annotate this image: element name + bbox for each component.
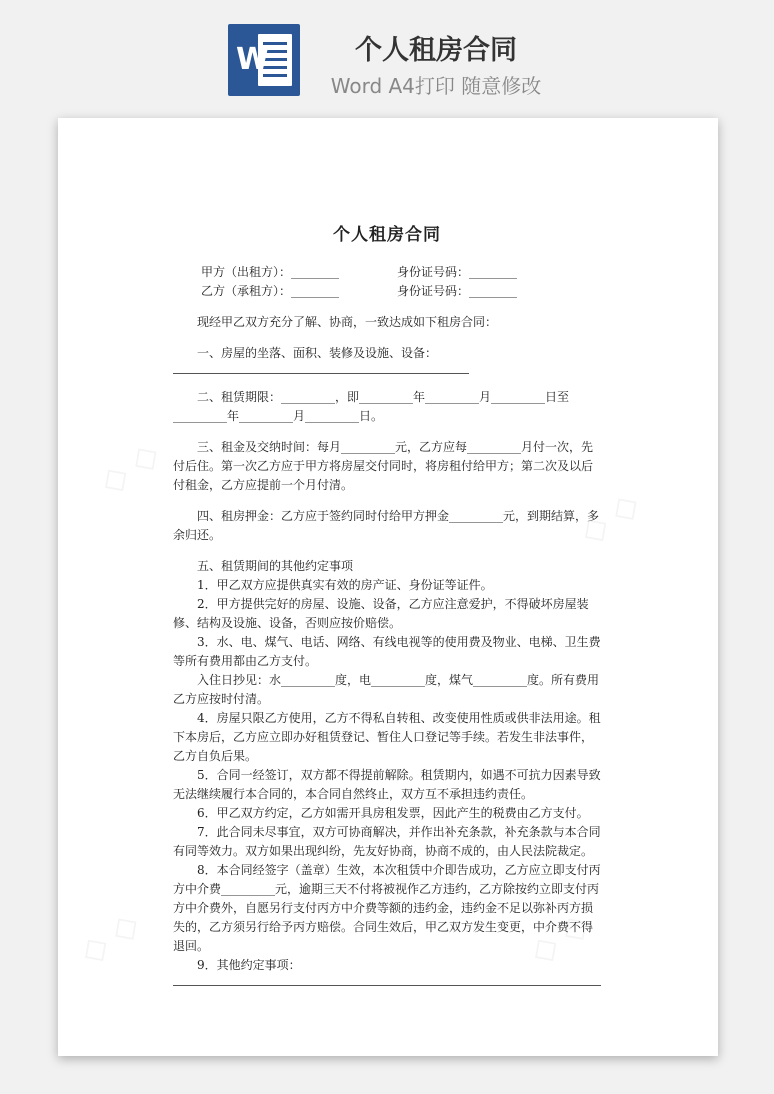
document-body xyxy=(173,218,601,994)
section-4: 四、租房押金：乙方应于签约同时付给甲方押金_________元，到期结算，多余归还。 xyxy=(173,509,600,542)
clause-8: 8．本合同经签字（盖章）生效，本次租赁中介即告成功，乙方应立即支付丙方中介费_________元，逾期三天不付将被视作乙方违约，乙方除按约立即支付丙方中介费外，自愿另行支付丙方中介费等额的违约金，违约金不足以弥补丙方损失的，乙方须另行给予丙方赔偿。合同生效后，甲乙双方发生变更，中介费不得退回。 xyxy=(173,863,601,953)
page-header xyxy=(0,0,774,110)
section-3: 三、租金及交纳时间：每月_________元，乙方应每_________月付一次，先付后住。第一次乙方应于甲方将房屋交付同时，将房租付给甲方；第二次及以后付租金，乙方应提前一个月付清。 xyxy=(173,440,594,492)
party-b-label: 乙方（承租方）：________ xyxy=(201,284,340,298)
section-1: 一、房屋的坐落、面积、装修及设施、设备： xyxy=(197,346,438,360)
intro-paragraph: 现经甲乙双方充分了解、协商，一致达成如下租房合同： xyxy=(197,315,498,329)
clause-9: 9．其他约定事项： xyxy=(197,958,301,972)
clause-2: 2．甲方提供完好的房屋、设施、设备，乙方应注意爱护，不得破坏房屋装修、结构及设施、设备，否则应按价赔偿。 xyxy=(173,597,589,630)
clause-3: 3．水、电、煤气、电话、网络、有线电视等的使用费及物业、电梯、卫生费等所有费用都由乙方支付。 xyxy=(173,635,601,668)
clause-4: 4．房屋只限乙方使用，乙方不得私自转租、改变使用性质或供非法用途。租下本房后，乙方应立即办好租赁登记、暂住人口登记等手续。若发生非法事件，乙方自负后果。 xyxy=(173,711,601,763)
clause-6: 6．甲乙双方约定，乙方如需开具房租发票，因此产生的税费由乙方支付。 xyxy=(197,806,589,820)
word-document-icon xyxy=(228,24,300,96)
watermark xyxy=(92,434,167,503)
section-5: 五、租赁期间的其他约定事项 xyxy=(197,559,354,573)
document-title: 个人租房合同 xyxy=(333,225,441,245)
header-title: 个人租房合同 xyxy=(355,35,517,66)
document-page xyxy=(58,118,718,1056)
header-subtitle: Word A4打印 随意修改 xyxy=(330,74,542,98)
clause-5: 5．合同一经签订，双方都不得提前解除。租赁期内，如遇不可抗力因素导致无法继续履行本合同的，本合同自然终止，双方互不承担违约责任。 xyxy=(173,768,601,801)
clause-3-meter: 入住日抄见：水_________度，电_________度，煤气_________度。所有费用乙方应按时付清。 xyxy=(173,673,600,706)
party-b-row xyxy=(173,282,601,301)
party-a-label: 甲方（出租方）：________ xyxy=(201,265,340,279)
clause-1: 1．甲乙双方应提供真实有效的房产证、身份证等证件。 xyxy=(197,578,493,592)
party-a-row xyxy=(173,263,601,282)
party-b-id-label: 身份证号码：________ xyxy=(397,284,518,298)
word-icon-letter: W xyxy=(236,42,270,77)
blank-line xyxy=(173,363,469,374)
blank-line xyxy=(173,975,601,986)
section-2: 二、租赁期限：_________，即_________年_________月_________日至_________年_________月_________日。 xyxy=(173,390,570,423)
clause-7: 7．此合同未尽事宜，双方可协商解决，并作出补充条款，补充条款与本合同有同等效力。双方如果出现纠纷，先友好协商，协商不成的，由人民法院裁定。 xyxy=(173,825,601,858)
party-a-id-label: 身份证号码：________ xyxy=(397,265,518,279)
watermark xyxy=(72,904,147,973)
